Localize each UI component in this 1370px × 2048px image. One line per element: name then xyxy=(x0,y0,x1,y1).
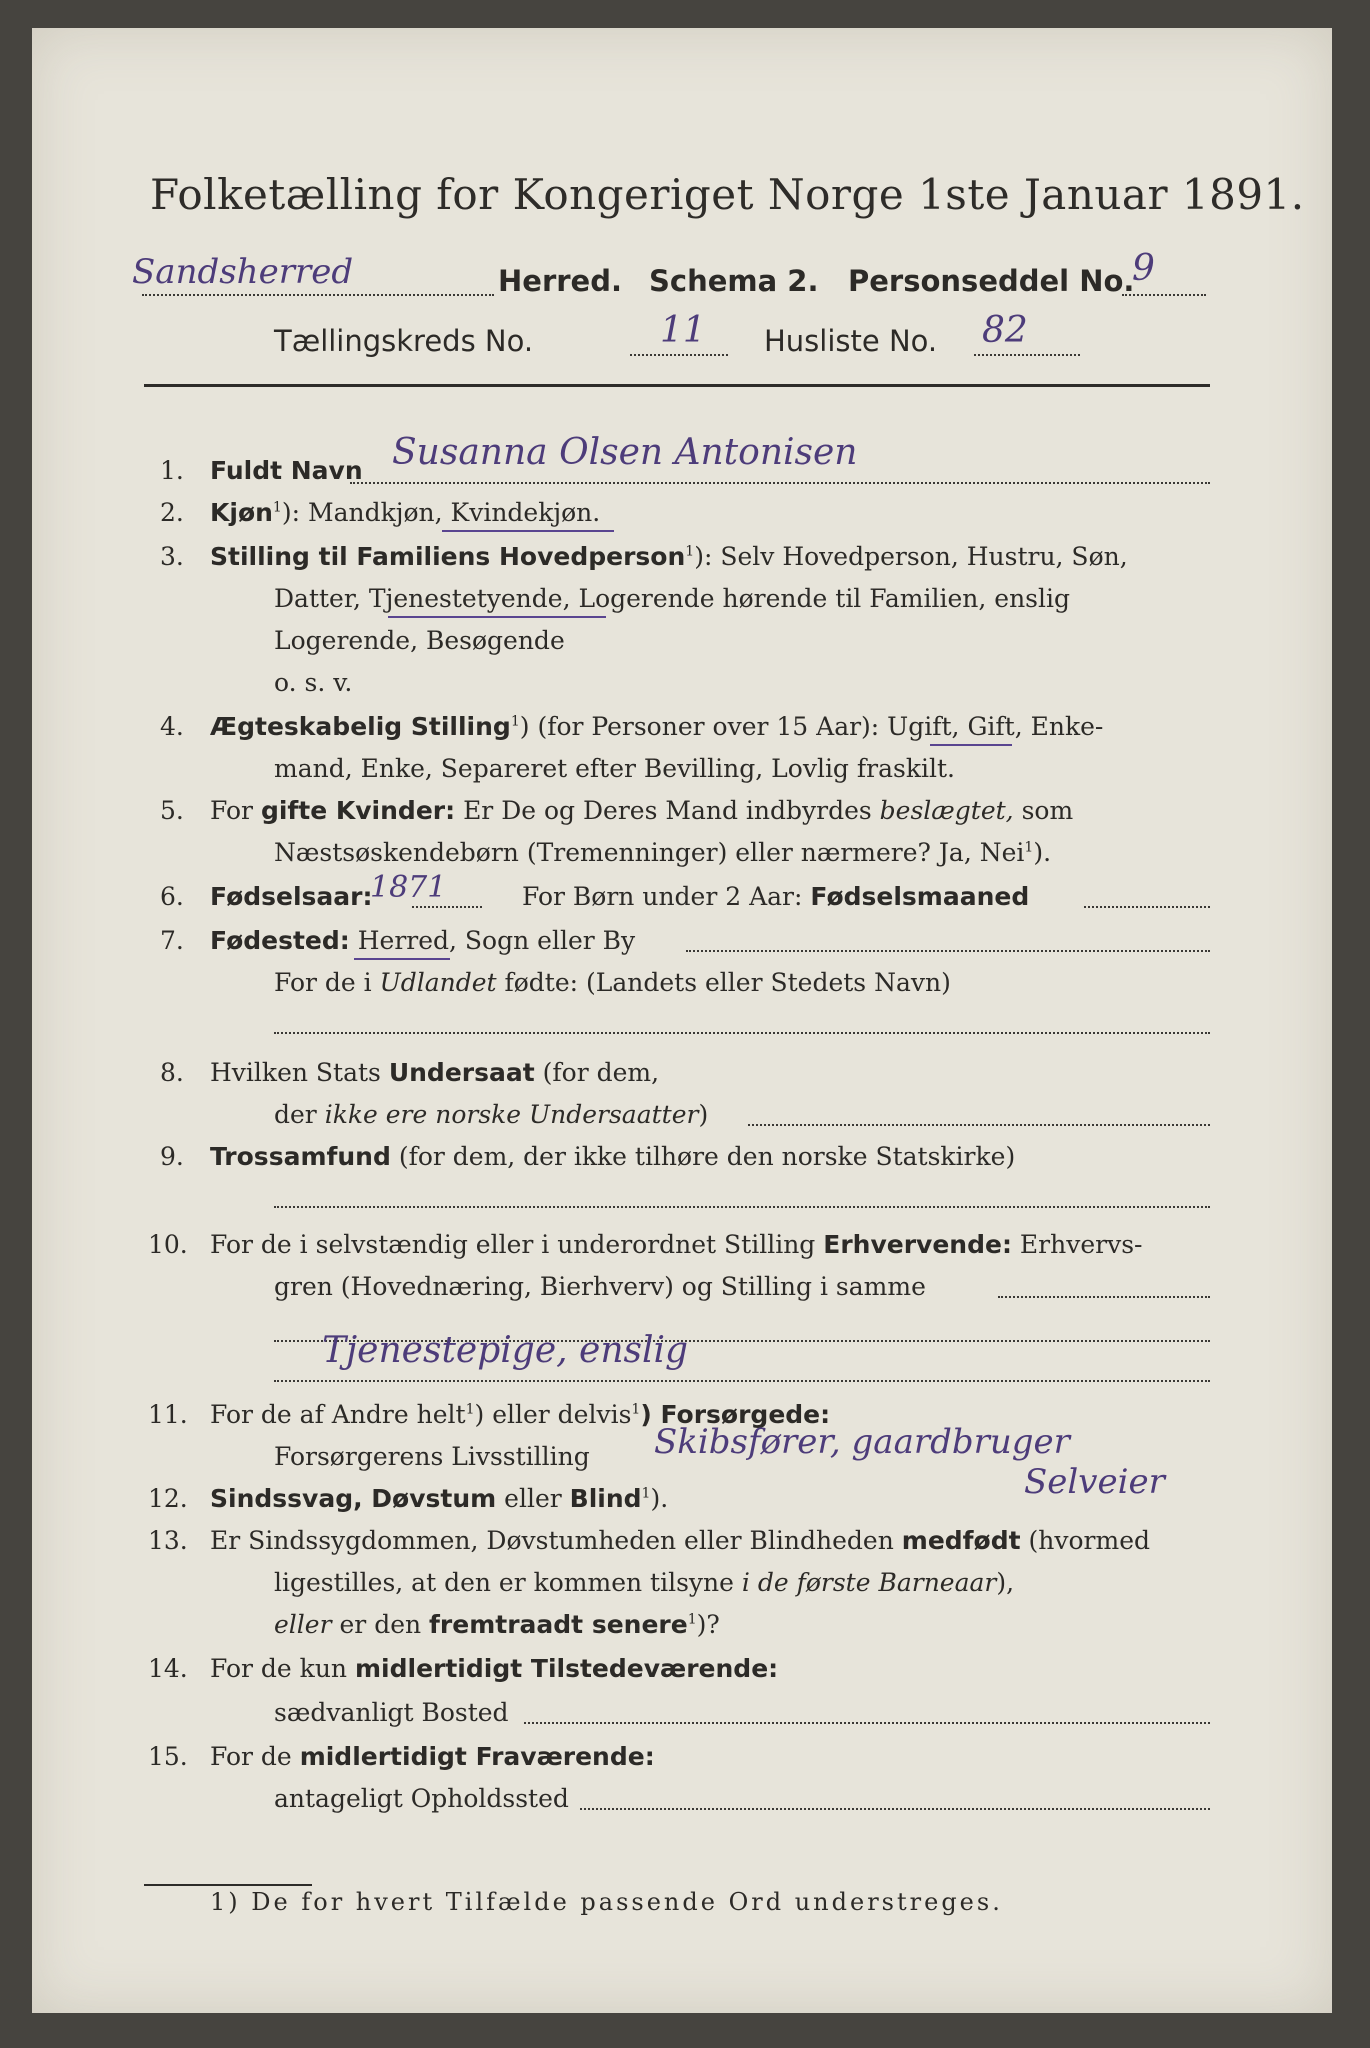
husliste-label: Husliste No. xyxy=(764,324,938,358)
q4-line-2: mand, Enke, Separeret efter Bevilling, Lovlig fraskilt. xyxy=(274,754,955,783)
census-form-page xyxy=(32,28,1332,2013)
q10-line-2: gren (Hovednæring, Bierhverv) og Stilling i samme xyxy=(274,1272,926,1301)
item-number: 14. xyxy=(148,1654,188,1683)
item-number: 8. xyxy=(160,1058,184,1087)
q6-dots-2 xyxy=(1084,906,1210,908)
q10-line-1: For de i selvstændig eller i underordnet Stilling Erhvervende: Erhvervs- xyxy=(210,1230,1143,1259)
item-number: 6. xyxy=(160,882,184,911)
item-number: 15. xyxy=(148,1742,188,1771)
item-number: 2. xyxy=(160,498,184,527)
q3-line-4: o. s. v. xyxy=(274,668,353,697)
item-number: 5. xyxy=(160,796,184,825)
q3-line-3: Logerende, Besøgende xyxy=(274,626,565,655)
q2-underline xyxy=(442,530,614,532)
herred-value: Sandsherred xyxy=(132,252,354,292)
item-number: 4. xyxy=(160,712,184,741)
q1-name-value: Susanna Olsen Antonisen xyxy=(392,432,858,473)
q4-line-1: Ægteskabelig Stilling$^1$) (for Personer over 15 Aar): Ugift, Gift, Enke- xyxy=(210,712,1104,741)
footnote: 1) De for hvert Tilfælde passende Ord understreges. xyxy=(210,1888,1003,1916)
q7-dots-2 xyxy=(274,1032,1210,1034)
q6-label: Fødselsaar: xyxy=(210,882,373,911)
taellingskreds-label: Tællingskreds No. xyxy=(274,324,534,358)
q7-underline xyxy=(354,958,450,960)
q15-line-2: antageligt Opholdssted xyxy=(274,1784,569,1813)
q11-provider-value-2: Selveier xyxy=(1024,1462,1165,1502)
q13-line-1: Er Sindssygdommen, Døvstumheden eller Blindheden medfødt (hvormed xyxy=(210,1526,1151,1555)
q7-line-1: Fødested: Herred, Sogn eller By xyxy=(210,926,636,955)
item-number: 13. xyxy=(148,1526,188,1555)
item-number: 12. xyxy=(148,1484,188,1513)
personseddel-value: 9 xyxy=(1132,248,1155,289)
herred-dots xyxy=(142,294,494,296)
q4-underline xyxy=(930,744,1012,746)
item-number: 7. xyxy=(160,926,184,955)
q5-line-2: Næstsøskendebørn (Tremenninger) eller nærmere? Ja, Nei$^1$). xyxy=(274,838,1052,867)
q15-dots xyxy=(580,1808,1210,1810)
item-number: 1. xyxy=(160,456,184,485)
personseddel-label: Personseddel No. xyxy=(848,264,1135,298)
q10-occupation-value: Tjenestepige, enslig xyxy=(322,1330,689,1371)
q12-line: Sindssvag, Døvstum eller Blind$^1$). xyxy=(210,1484,669,1513)
q8-dots xyxy=(748,1124,1210,1126)
taellingskreds-dots xyxy=(630,354,728,356)
item-number: 9. xyxy=(160,1142,184,1171)
q10-dots-3 xyxy=(274,1380,1210,1382)
footnote-rule xyxy=(144,1884,312,1886)
q2-line: Kjøn$^1$): Mandkjøn, Kvindekjøn. xyxy=(210,498,601,527)
item-number: 11. xyxy=(148,1400,188,1429)
q11-line-2: Forsørgerens Livsstilling xyxy=(274,1442,590,1471)
item-number: 10. xyxy=(148,1230,188,1259)
q1-label: Fuldt Navn xyxy=(210,456,363,485)
item-number: 3. xyxy=(160,542,184,571)
q10-dots xyxy=(998,1296,1210,1298)
q7-dots xyxy=(686,950,1210,952)
q13-line-3: eller er den fremtraadt senere$^1$)? xyxy=(274,1610,720,1639)
header-rule xyxy=(144,384,1210,387)
q14-line-2: sædvanligt Bosted xyxy=(274,1698,509,1727)
q11-provider-value: Skibsfører, gaardbruger xyxy=(654,1422,1070,1462)
q3-line-2: Datter, Tjenestetyende, Logerende hørende til Familien, enslig xyxy=(274,584,1071,613)
personseddel-dots xyxy=(1122,294,1206,296)
q8-line-2: der ikke ere norske Undersaatter) xyxy=(274,1100,709,1129)
q6-text: For Børn under 2 Aar: Fødselsmaaned xyxy=(522,882,1030,911)
q8-line-1: Hvilken Stats Undersaat (for dem, xyxy=(210,1058,660,1087)
q14-dots xyxy=(524,1722,1210,1724)
q9-dots xyxy=(274,1206,1210,1208)
q7-line-2: For de i Udlandet fødte: (Landets eller Stedets Navn) xyxy=(274,968,951,997)
q3-underline xyxy=(388,616,606,618)
husliste-value: 82 xyxy=(982,310,1028,351)
q14-line-1: For de kun midlertidigt Tilstedeværende: xyxy=(210,1654,779,1683)
q5-line-1: For gifte Kvinder: Er De og Deres Mand indbyrdes beslægtet, som xyxy=(210,796,1074,825)
q6-birthyear-value: 1871 xyxy=(370,870,447,905)
q1-dots xyxy=(350,482,1210,484)
taellingskreds-value: 11 xyxy=(660,310,706,351)
husliste-dots xyxy=(974,354,1080,356)
q6-dots xyxy=(412,906,482,908)
q3-line-1: Stilling til Familiens Hovedperson$^1$): Selv Hovedperson, Hustru, Søn, xyxy=(210,542,1128,571)
form-title: Folketælling for Kongeriget Norge 1ste Januar 1891. xyxy=(150,170,1305,219)
schema-label: Schema 2. xyxy=(649,264,819,298)
q9-line: Trossamfund (for dem, der ikke tilhøre den norske Statskirke) xyxy=(210,1142,1016,1171)
q15-line-1: For de midlertidigt Fraværende: xyxy=(210,1742,655,1771)
q13-line-2: ligestilles, at den er kommen tilsyne i de første Barneaar), xyxy=(274,1568,1015,1597)
q11-line-1: For de af Andre helt$^1$) eller delvis$^1$) Forsørgede: xyxy=(210,1400,831,1429)
herred-label: Herred. xyxy=(498,264,622,298)
